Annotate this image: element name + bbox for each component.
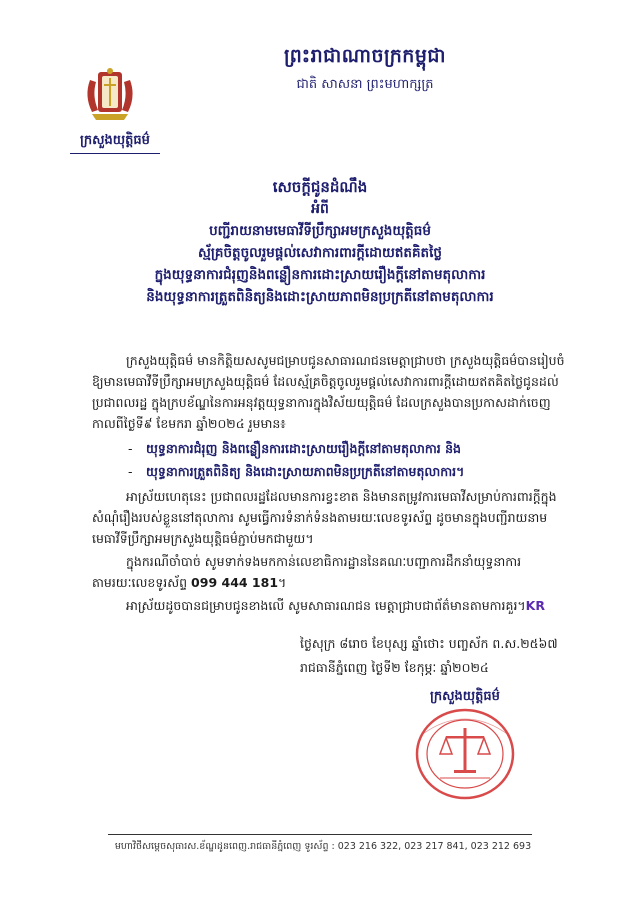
notice-title: សេចក្ដីជូនដំណឹង	[272, 178, 368, 196]
body-paragraph-2: អាស្រ័យហេតុនេះ ប្រជាពលរដ្ឋដែលមានការខ្វះខាត និងមានតម្រូវការមេធាវីសម្រាប់ការពារក្ដីក្នុងសំណុំរឿងរបស់ខ្លួននៅតុលាការ សូមធ្វើការទំនាក់ទំនងតាមរយៈលេខទូរស័ព្ទ ដូចមានក្នុងបញ្ជីរាយនាមមេធាវីទីប្រឹក្សាអមក្រសួងយុត្តិធម៌ភ្ជាប់មកជាមួយ។	[92, 489, 557, 546]
campaign-item-2: - យុទ្ធនាការត្រួតពិនិត្យ និងដោះស្រាយភាពមិនប្រក្រតីនៅតាមតុលាការ។	[128, 461, 566, 482]
notice-subject-line-1: បញ្ជីរាយនាមមេធាវីទីប្រឹក្សាអមក្រសួងយុត្តិធម៌	[209, 223, 431, 239]
official-stamp	[400, 706, 530, 801]
body-paragraph-4	[92, 595, 566, 616]
lunar-date: ថ្ងៃសុក្រ ៨រោច ខែបុស្ស ឆ្នាំថោះ បញ្ចស័ក ព.ស.២៥៦៧	[300, 636, 558, 651]
kingdom-heading: ព្រះរាជាណាចក្រកម្ពុជា	[284, 45, 446, 67]
campaign-list	[128, 438, 566, 482]
footer-divider	[108, 834, 532, 835]
notice-title-block	[80, 176, 560, 308]
contact-phone: 099 444 181	[191, 575, 279, 590]
campaign-item-1: - យុទ្ធនាការជំរុញ និងពន្លឿនការដោះស្រាយរឿងក្ដីនៅតាមតុលាការ និង	[128, 438, 566, 459]
contact-suffix: ។	[278, 575, 287, 590]
author-initials: KR	[525, 598, 545, 613]
signatory-title: ក្រសួងយុត្តិធម៌	[430, 689, 500, 704]
notice-subject-line-4: និងយុទ្ធនាការត្រួតពិនិត្យនិងដោះស្រាយភាពមិនប្រក្រតីនៅតាមតុលាការ	[146, 289, 494, 305]
ministry-crest-icon	[80, 66, 140, 124]
notice-body	[92, 350, 566, 618]
footer-address: មហាវិថីសម្ដេចសុធារស.ខ័ណ្ឌដូនពេញ.រាជធានីភ្នំពេញ ទូរស័ព្ទ : 023 216 322, 023 217 841, 023 212 693	[114, 841, 532, 852]
notice-subject-prefix: អំពី	[311, 201, 329, 217]
contact-text: ក្នុងករណីចាំបាច់ សូមទាក់ទងមកកាន់លេខាធិការដ្ឋាននៃគណៈបញ្ជាការដឹកនាំយុទ្ធនាការ តាមរយៈលេខទូរស័ព្ទ	[92, 554, 522, 590]
national-motto: ជាតិ សាសនា ព្រះមហាក្សត្រ	[296, 77, 434, 92]
closing-text: អាស្រ័យដូចបានជម្រាបជូនខាងលើ សូមសាធារណជន មេត្តាជ្រាបជាព័ត៌មានតាមការគួរ។	[126, 598, 526, 613]
notice-subject-line-2: ស្ម័គ្រចិត្តចូលរួមផ្ដល់សេវាការពារក្ដីដោយឥតគិតថ្លៃ	[198, 245, 442, 261]
notice-subject-line-3: ក្នុងយុទ្ធនាការជំរុញនិងពន្លឿនការដោះស្រាយរឿងក្ដីនៅតាមតុលាការ	[154, 267, 486, 283]
body-paragraph-1: ក្រសួងយុត្តិធម៌ មានកិត្តិយសសូមជម្រាបជូនសាធារណជនមេត្តាជ្រាបថា ក្រសួងយុត្តិធម៌បានរៀបចំឱ្យមានមេធាវីទីប្រឹក្សាអមក្រសួងយុត្តិធម៌ ដែលស្ម័គ្រចិត្តចូលរួមផ្ដល់សេវាការពារក្ដីដោយឥតគិតថ្លៃជូនដល់ប្រជាពលរដ្ឋ ក្នុងក្របខ័ណ្ឌនៃការអនុវត្តយុទ្ធនាការក្នុងវិស័យយុត្តិធម៌ ដែលក្រសួងបានប្រកាសដាក់ចេញកាលពីថ្ងៃទី៩ ខែមករា ឆ្នាំ២០២៤ រួមមាន៖	[92, 353, 565, 431]
body-paragraph-3	[92, 551, 566, 593]
solar-date: រាជធានីភ្នំពេញ ថ្ងៃទី២ ខែកុម្ភៈ ឆ្នាំ២០២៤	[300, 660, 489, 675]
ministry-label: ក្រសួងយុត្តិធម៌	[70, 132, 160, 154]
